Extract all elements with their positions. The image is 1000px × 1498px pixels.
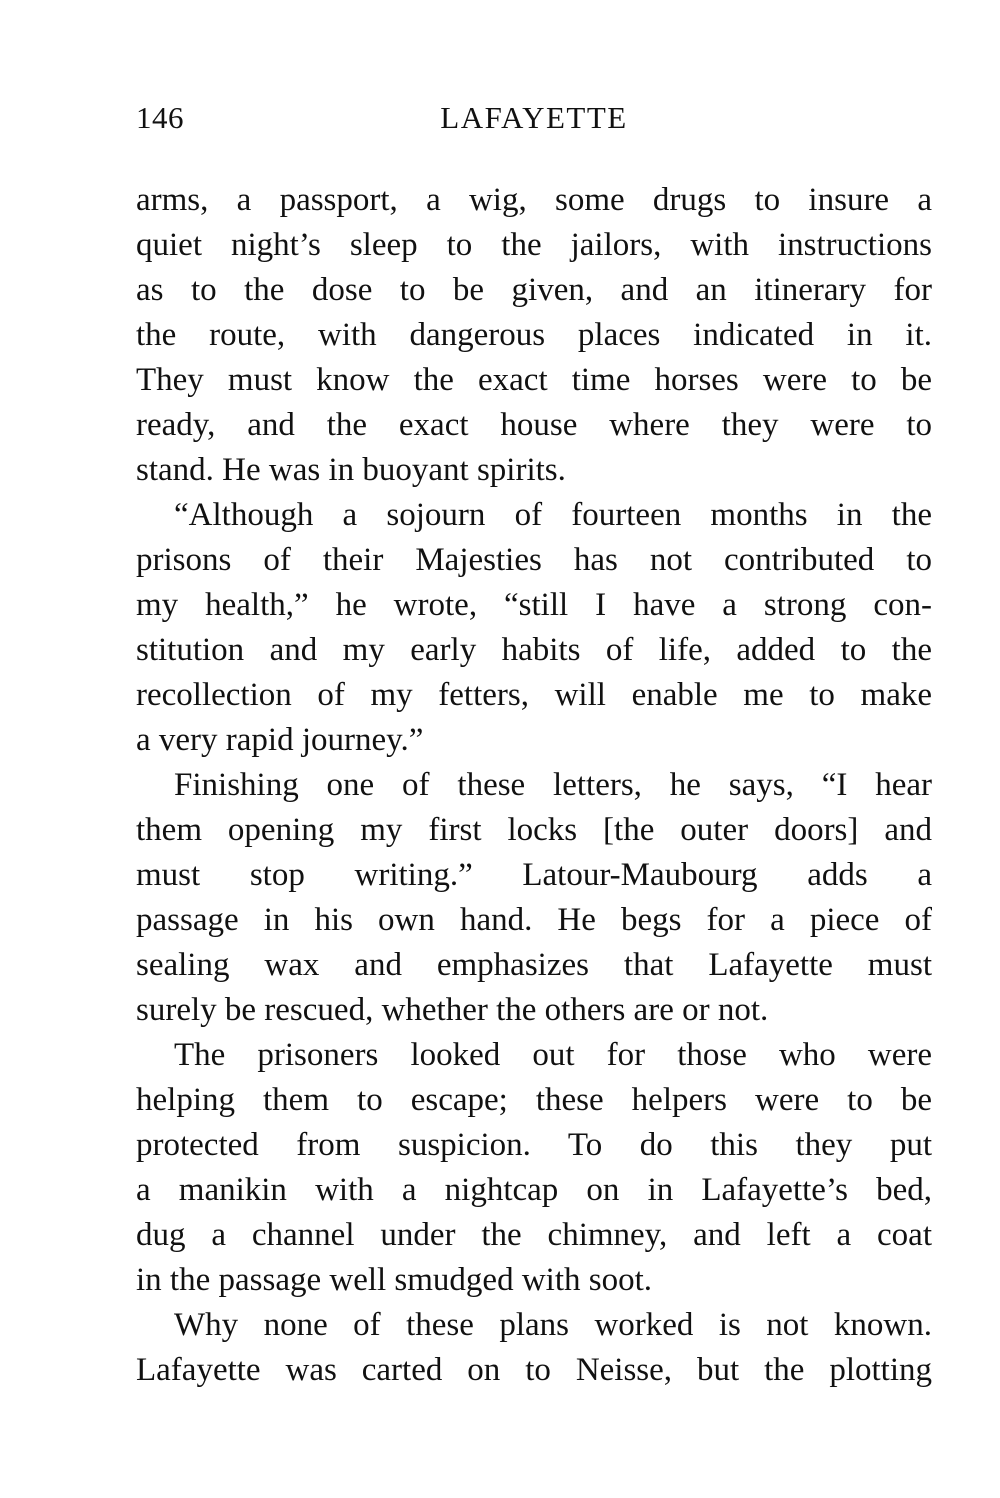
text-line: Why none of these plans worked is not known. (174, 1307, 932, 1343)
text-line: Lafayette was carted on to Neisse, but the plotting (136, 1352, 932, 1388)
text-line: must stop writing.” Latour-Maubourg adds a (136, 857, 932, 893)
page-number: 146 (136, 100, 184, 135)
paragraph-5 (136, 1303, 932, 1393)
text-line: the route, with dangerous places indicated in it. (136, 317, 932, 353)
body-text (136, 178, 932, 1393)
text-line: my health,” he wrote, “still I have a strong con- (136, 587, 932, 623)
text-line: in the passage well smudged with soot. (136, 1262, 653, 1298)
running-head (136, 96, 932, 140)
text-line: prisons of their Majesties has not contributed to (136, 542, 932, 578)
paragraph-2 (136, 493, 932, 763)
text-line: them opening my first locks [the outer doors] and (136, 812, 932, 848)
text-line: as to the dose to be given, and an itinerary for (136, 272, 932, 308)
text-line: ready, and the exact house where they were to (136, 407, 932, 443)
paragraph-3 (136, 763, 932, 1033)
text-line: Finishing one of these letters, he says, “I hear (174, 767, 932, 803)
text-line: They must know the exact time horses were to be (136, 362, 932, 398)
text-line: protected from suspicion. To do this they put (136, 1127, 932, 1163)
text-line: The prisoners looked out for those who were (174, 1037, 932, 1073)
text-line: stand. He was in buoyant spirits. (136, 452, 566, 488)
text-line: a manikin with a nightcap on in Lafayette’s bed, (136, 1172, 932, 1208)
text-line: stitution and my early habits of life, added to the (136, 632, 932, 668)
paragraph-4 (136, 1033, 932, 1303)
text-line: passage in his own hand. He begs for a piece of (136, 902, 932, 938)
text-line: a very rapid journey.” (136, 722, 424, 758)
paragraph-1 (136, 178, 932, 493)
running-title: LAFAYETTE (440, 100, 628, 135)
text-line: surely be rescued, whether the others are or not. (136, 992, 769, 1028)
text-line: quiet night’s sleep to the jailors, with instructions (136, 227, 932, 263)
text-line: sealing wax and emphasizes that Lafayette must (136, 947, 932, 983)
text-line: helping them to escape; these helpers were to be (136, 1082, 932, 1118)
text-line: “Although a sojourn of fourteen months in the (174, 497, 932, 533)
text-line: dug a channel under the chimney, and left a coat (136, 1217, 932, 1253)
text-line: arms, a passport, a wig, some drugs to insure a (136, 182, 932, 218)
text-line: recollection of my fetters, will enable me to make (136, 677, 932, 713)
